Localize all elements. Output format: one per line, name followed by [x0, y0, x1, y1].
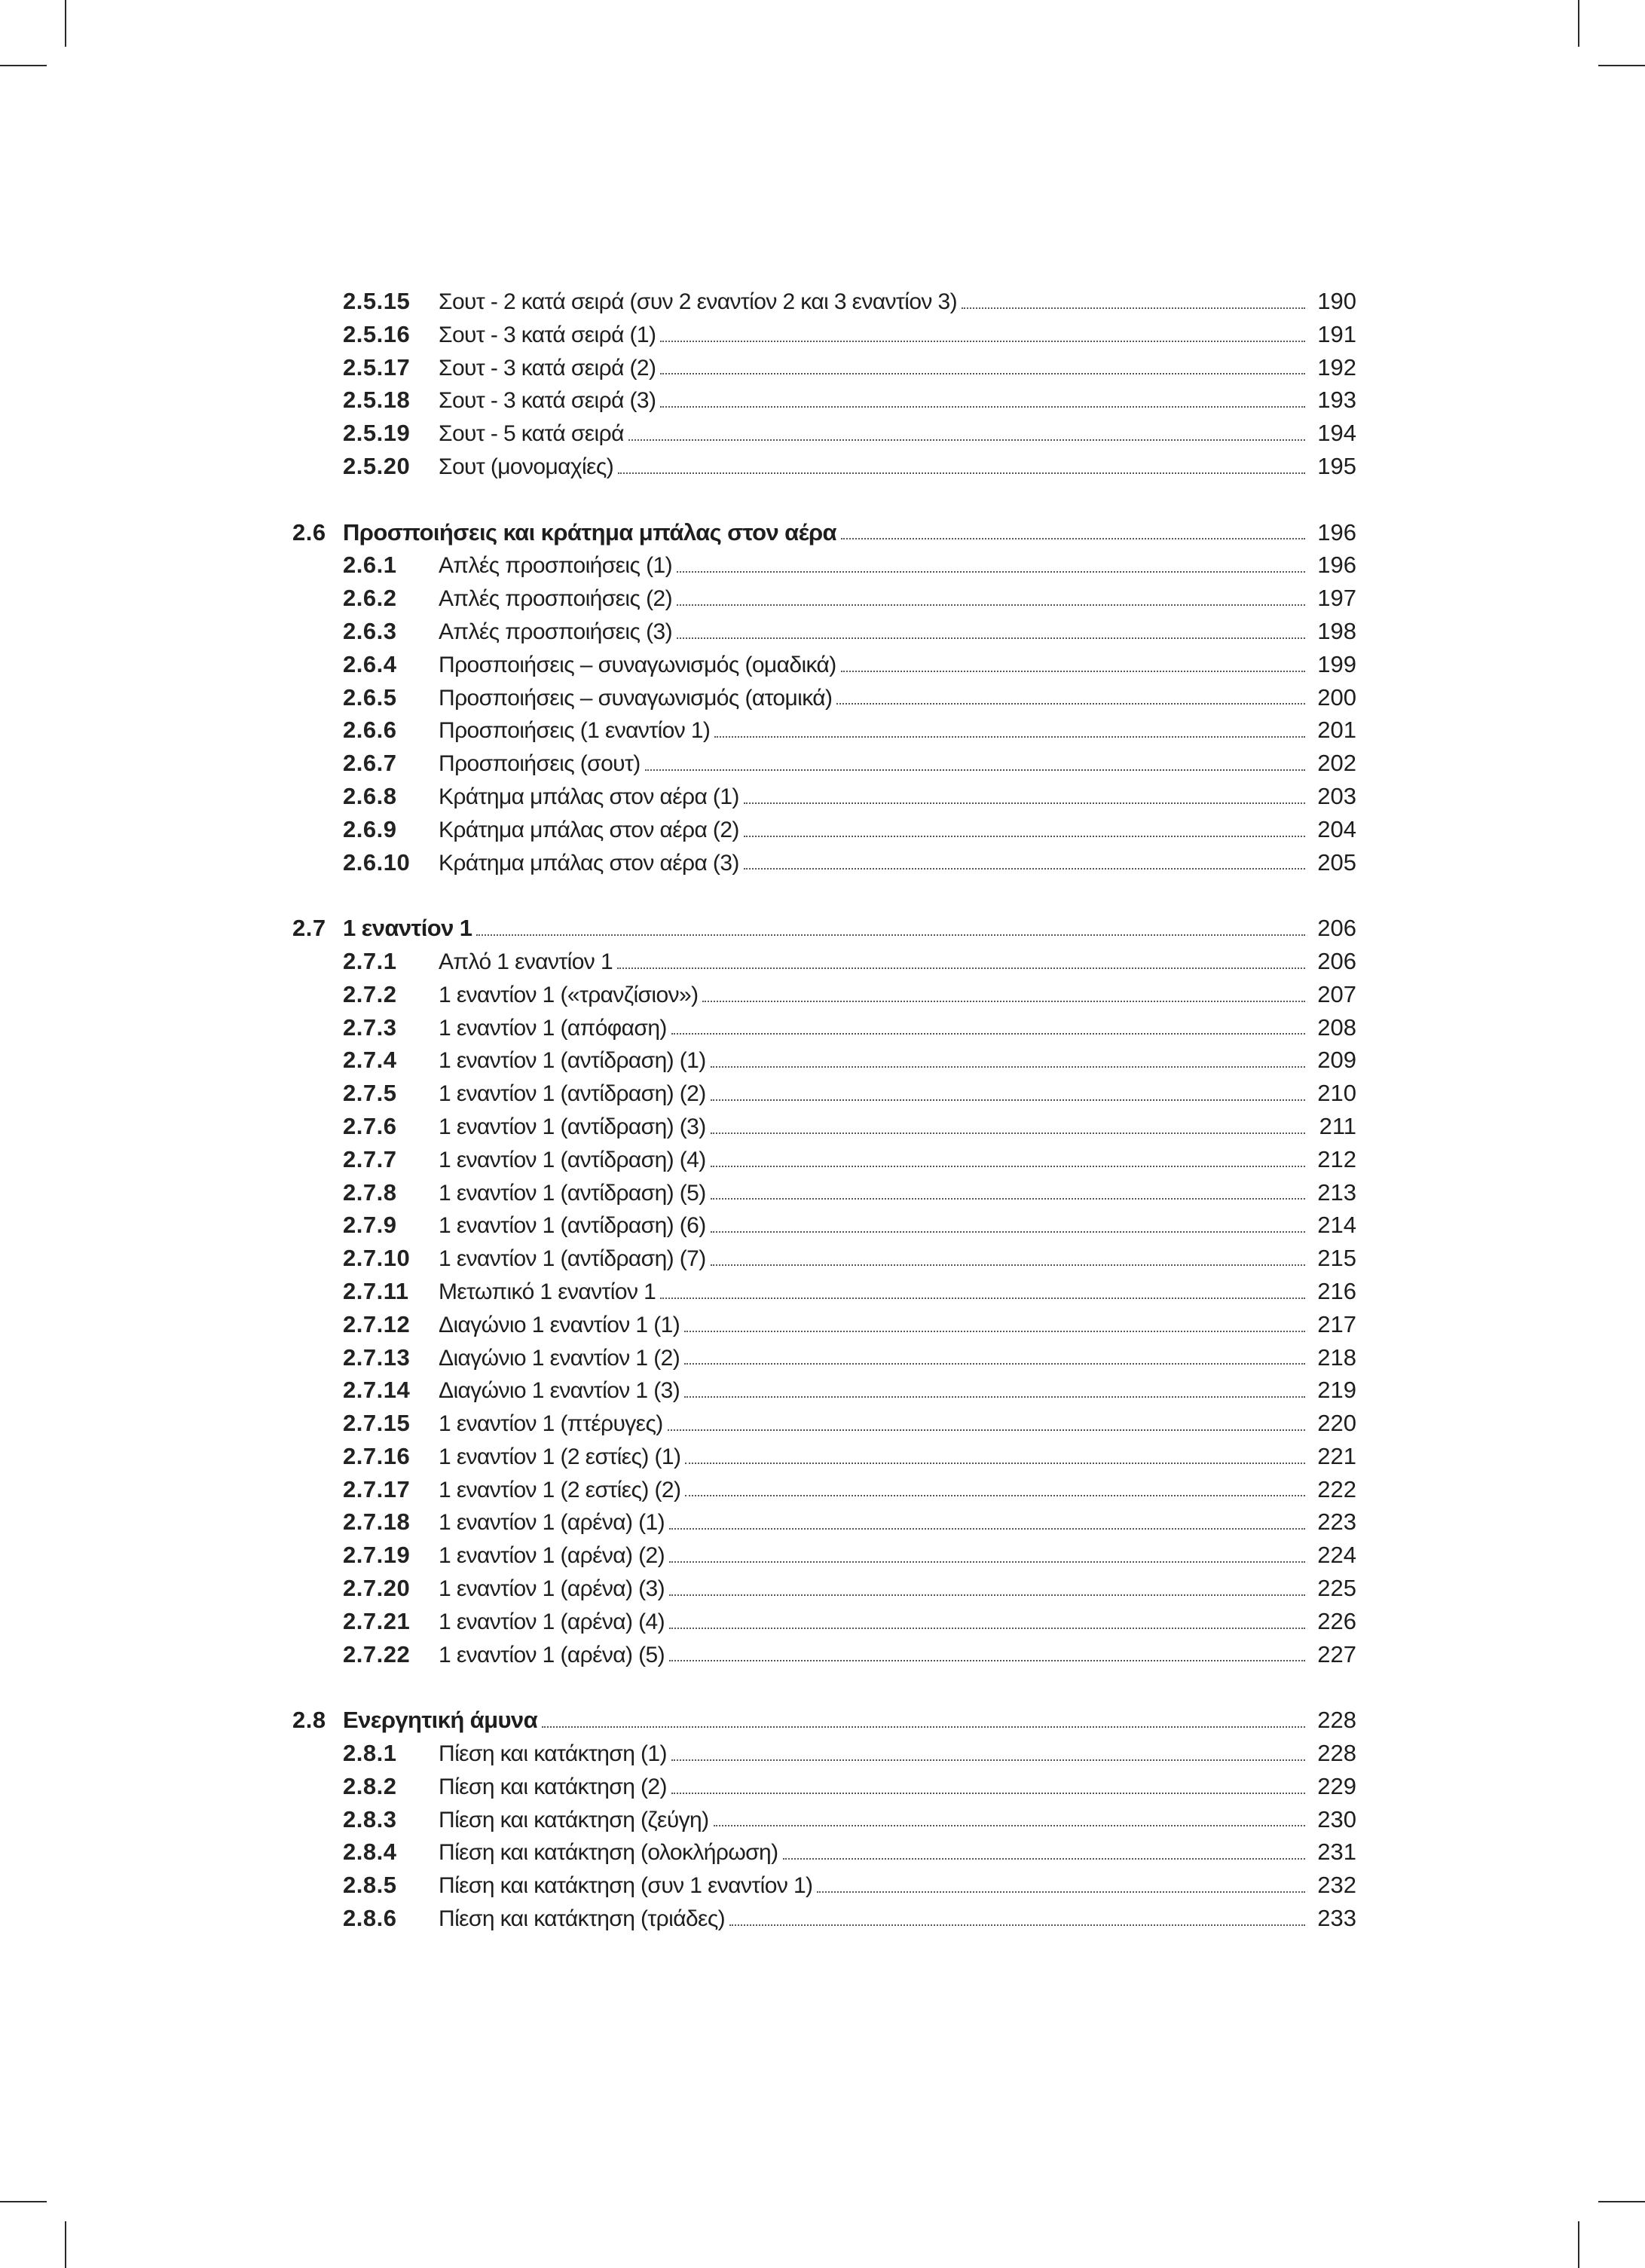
- toc-entry[interactable]: [292, 1572, 1356, 1605]
- table-of-contents: [292, 285, 1356, 1935]
- toc-entry[interactable]: [292, 978, 1356, 1011]
- toc-entry-number: 2.6: [292, 518, 326, 546]
- toc-entry[interactable]: [292, 1902, 1356, 1935]
- toc-entry-title: 1 εναντίον 1 (αντίδραση) (3): [439, 1114, 706, 1139]
- toc-entry-number: 2.5.17: [343, 353, 411, 381]
- toc-entry-page: 207: [1317, 980, 1356, 1007]
- dot-leader: [669, 1628, 1305, 1629]
- crop-mark-top-left-vertical: [65, 0, 66, 47]
- toc-entry-page: 216: [1317, 1277, 1356, 1304]
- toc-entry-page: 196: [1317, 552, 1356, 579]
- toc-entry[interactable]: [292, 1275, 1356, 1308]
- crop-mark-top-right-vertical: [1578, 0, 1579, 47]
- toc-entry-number: 2.6.10: [343, 848, 411, 876]
- toc-entry-page: 214: [1317, 1212, 1356, 1239]
- toc-entry-page: 218: [1317, 1343, 1356, 1371]
- dot-leader: [671, 1759, 1305, 1761]
- toc-entry-number: 2.7.15: [343, 1410, 411, 1437]
- dot-leader: [660, 341, 1305, 342]
- toc-entry[interactable]: [292, 1308, 1356, 1341]
- dot-leader: [476, 934, 1305, 936]
- dot-leader: [711, 1198, 1305, 1200]
- toc-entry-page: 199: [1317, 650, 1356, 677]
- dot-leader: [744, 802, 1305, 804]
- crop-mark-bottom-right-vertical: [1578, 2221, 1579, 2268]
- toc-entry[interactable]: [292, 1638, 1356, 1671]
- toc-section-heading[interactable]: [292, 516, 1356, 549]
- dot-leader: [677, 571, 1305, 573]
- dot-leader: [668, 1429, 1305, 1431]
- toc-entry[interactable]: [292, 780, 1356, 813]
- toc-section-heading[interactable]: [292, 912, 1356, 945]
- toc-entry[interactable]: [292, 1605, 1356, 1638]
- toc-entry-title: Σουτ - 3 κατά σειρά (3): [439, 388, 656, 414]
- toc-entry-page: 233: [1317, 1905, 1356, 1932]
- toc-entry[interactable]: [292, 549, 1356, 582]
- toc-entry[interactable]: [292, 1011, 1356, 1044]
- toc-entry-page: 222: [1317, 1475, 1356, 1502]
- toc-entry[interactable]: [292, 1869, 1356, 1902]
- dot-leader: [711, 1066, 1305, 1068]
- dot-leader: [836, 703, 1305, 705]
- dot-leader: [841, 671, 1305, 672]
- toc-entry-title: Απλές προσποιήσεις (1): [439, 553, 672, 579]
- crop-mark-top-right-horizontal: [1598, 65, 1645, 66]
- toc-entry-title: Προσποιήσεις – συναγωνισμός (ομαδικά): [439, 652, 836, 677]
- toc-entry[interactable]: [292, 615, 1356, 648]
- toc-entry-title: Σουτ - 5 κατά σειρά: [439, 421, 624, 447]
- toc-entry-number: 2.7.12: [343, 1310, 411, 1337]
- toc-entry-number: 2.7.5: [343, 1080, 397, 1107]
- toc-entry-title: 1 εναντίον 1 («τρανζίσιον»): [439, 982, 699, 1007]
- toc-entry[interactable]: [292, 450, 1356, 483]
- toc-entry-number: 2.7.14: [343, 1377, 411, 1404]
- dot-leader: [714, 736, 1305, 738]
- toc-entry-number: 2.7.20: [343, 1575, 411, 1602]
- dot-leader: [669, 1660, 1305, 1661]
- toc-entry-page: 224: [1317, 1542, 1356, 1569]
- toc-entry-title: Προσποιήσεις – συναγωνισμός (ατομικά): [439, 685, 833, 711]
- toc-entry-number: 2.6.1: [343, 552, 397, 579]
- dot-leader: [841, 538, 1305, 539]
- dot-leader: [542, 1726, 1305, 1728]
- toc-entry[interactable]: [292, 1473, 1356, 1506]
- toc-entry-title: Πίεση και κατάκτηση (ολοκλήρωση): [439, 1840, 778, 1866]
- toc-entry-page: 213: [1317, 1178, 1356, 1206]
- toc-entry[interactable]: [292, 1044, 1356, 1077]
- toc-entry-page: 223: [1317, 1508, 1356, 1536]
- toc-entry-page: 196: [1317, 518, 1356, 546]
- toc-entry-page: 195: [1317, 452, 1356, 479]
- toc-entry-page: 228: [1317, 1707, 1356, 1734]
- toc-entry-title: Κράτημα μπάλας στον αέρα (3): [439, 850, 739, 876]
- crop-mark-bottom-right-horizontal: [1598, 2201, 1645, 2202]
- toc-entry-page: 209: [1317, 1047, 1356, 1074]
- dot-leader: [685, 1495, 1305, 1496]
- toc-entry-number: 2.8.3: [343, 1805, 397, 1832]
- dot-leader: [702, 1001, 1305, 1002]
- dot-leader: [660, 1298, 1305, 1299]
- toc-entry[interactable]: [292, 1209, 1356, 1242]
- toc-entry-page: 201: [1317, 717, 1356, 744]
- dot-leader: [711, 1231, 1305, 1233]
- toc-entry-title: Απλές προσποιήσεις (3): [439, 619, 672, 644]
- toc-entry-page: 205: [1317, 848, 1356, 876]
- dot-leader: [711, 1132, 1305, 1134]
- toc-entry-page: 226: [1317, 1607, 1356, 1634]
- toc-entry-title: Απλό 1 εναντίον 1: [439, 949, 613, 974]
- dot-leader: [628, 439, 1305, 441]
- toc-entry-page: 210: [1317, 1080, 1356, 1107]
- toc-entry-title: Προσποιήσεις και κράτημα μπάλας στον αέρα: [343, 518, 836, 546]
- dot-leader: [714, 1825, 1305, 1826]
- toc-entry-title: Πίεση και κατάκτηση (2): [439, 1774, 667, 1799]
- toc-entry[interactable]: [292, 945, 1356, 978]
- toc-entry-title: 1 εναντίον 1 (αρένα) (1): [439, 1510, 665, 1536]
- toc-entry-number: 2.7.3: [343, 1013, 397, 1041]
- toc-entry-page: 192: [1317, 353, 1356, 381]
- toc-entry-number: 2.6.3: [343, 617, 397, 644]
- dot-leader: [962, 307, 1305, 309]
- dot-leader: [671, 1033, 1305, 1035]
- toc-entry-number: 2.8.6: [343, 1905, 397, 1932]
- toc-entry[interactable]: [292, 582, 1356, 615]
- dot-leader: [744, 868, 1305, 870]
- toc-entry-title: Ενεργητική άμυνα: [343, 1707, 538, 1734]
- toc-entry-number: 2.8.4: [343, 1839, 397, 1866]
- toc-entry[interactable]: [292, 1505, 1356, 1539]
- toc-entry-title: Προσποιήσεις (1 εναντίον 1): [439, 718, 711, 744]
- dot-leader: [671, 1793, 1305, 1794]
- toc-entry-number: 2.5.19: [343, 420, 411, 447]
- crop-mark-bottom-left-horizontal: [0, 2201, 47, 2202]
- toc-entry-title: 1 εναντίον 1 (αντίδραση) (2): [439, 1081, 706, 1107]
- toc-entry-page: 211: [1319, 1112, 1356, 1139]
- toc-entry-page: 198: [1317, 617, 1356, 644]
- toc-entry-page: 220: [1317, 1410, 1356, 1437]
- toc-entry-number: 2.7: [292, 915, 326, 942]
- toc-entry-page: 206: [1317, 947, 1356, 974]
- dot-leader: [744, 836, 1305, 837]
- toc-entry[interactable]: [292, 318, 1356, 351]
- toc-entry-title: Διαγώνιο 1 εναντίον 1 (3): [439, 1378, 680, 1404]
- dot-leader: [711, 1264, 1305, 1266]
- toc-entry-title: Πίεση και κατάκτηση (ζεύγη): [439, 1807, 709, 1832]
- toc-entry-title: 1 εναντίον 1 (αρένα) (3): [439, 1576, 665, 1602]
- toc-entry-title: Σουτ - 2 κατά σειρά (συν 2 εναντίον 2 και 3 εναντίον 3): [439, 289, 958, 314]
- toc-entry-page: 204: [1317, 815, 1356, 842]
- dot-leader: [660, 373, 1305, 374]
- toc-entry-number: 2.5.20: [343, 452, 411, 479]
- toc-entry-title: Διαγώνιο 1 εναντίον 1 (1): [439, 1312, 680, 1337]
- toc-entry[interactable]: [292, 747, 1356, 780]
- toc-entry-title: 1 εναντίον 1: [343, 915, 472, 942]
- dot-leader: [729, 1924, 1305, 1926]
- toc-entry-page: 212: [1317, 1145, 1356, 1172]
- toc-entry-page: 221: [1317, 1442, 1356, 1469]
- toc-entry-title: Κράτημα μπάλας στον αέρα (2): [439, 817, 739, 842]
- toc-entry[interactable]: [292, 1242, 1356, 1275]
- toc-entry-number: 2.6.7: [343, 750, 397, 777]
- toc-entry-page: 219: [1317, 1377, 1356, 1404]
- toc-entry-number: 2.6.5: [343, 683, 397, 711]
- toc-entry-number: 2.8.5: [343, 1872, 397, 1899]
- toc-entry-page: 197: [1317, 585, 1356, 612]
- toc-entry-page: 191: [1317, 320, 1356, 347]
- dot-leader: [711, 1166, 1305, 1167]
- toc-entry-title: 1 εναντίον 1 (2 εστίες) (1): [439, 1444, 681, 1469]
- dot-leader: [617, 967, 1305, 969]
- toc-entry-page: 232: [1317, 1872, 1356, 1899]
- toc-entry-page: 203: [1317, 782, 1356, 809]
- toc-entry-number: 2.7.6: [343, 1112, 397, 1139]
- toc-entry-page: 206: [1317, 915, 1356, 942]
- dot-leader: [677, 604, 1305, 606]
- toc-entry-title: Πίεση και κατάκτηση (συν 1 εναντίον 1): [439, 1873, 813, 1899]
- toc-entry-number: 2.7.19: [343, 1542, 411, 1569]
- dot-leader: [684, 1363, 1305, 1365]
- toc-entry[interactable]: [292, 714, 1356, 747]
- toc-entry-title: Πίεση και κατάκτηση (1): [439, 1741, 667, 1767]
- toc-entry[interactable]: [292, 1077, 1356, 1110]
- toc-entry[interactable]: [292, 1341, 1356, 1374]
- toc-entry-title: Διαγώνιο 1 εναντίον 1 (2): [439, 1345, 680, 1371]
- toc-entry[interactable]: [292, 351, 1356, 384]
- dot-leader: [660, 406, 1305, 408]
- toc-entry-number: 2.7.7: [343, 1145, 397, 1172]
- dot-leader: [669, 1594, 1305, 1596]
- toc-entry-title: Σουτ - 3 κατά σειρά (1): [439, 322, 656, 347]
- toc-entry-page: 217: [1317, 1310, 1356, 1337]
- toc-section-heading[interactable]: [292, 1704, 1356, 1737]
- toc-entry-number: 2.7.9: [343, 1212, 397, 1239]
- toc-entry-number: 2.7.17: [343, 1475, 411, 1502]
- toc-entry-number: 2.7.10: [343, 1245, 411, 1272]
- toc-entry-number: 2.6.8: [343, 782, 397, 809]
- toc-entry[interactable]: [292, 1835, 1356, 1869]
- toc-entry-page: 193: [1317, 387, 1356, 414]
- toc-entry-number: 2.7.8: [343, 1178, 397, 1206]
- dot-leader: [711, 1099, 1305, 1101]
- toc-entry-number: 2.5.15: [343, 288, 411, 314]
- toc-entry-title: 1 εναντίον 1 (αρένα) (2): [439, 1543, 665, 1569]
- toc-entry-number: 2.7.13: [343, 1343, 411, 1371]
- dot-leader: [684, 1331, 1305, 1332]
- toc-entry-number: 2.7.16: [343, 1442, 411, 1469]
- toc-entry-page: 229: [1317, 1772, 1356, 1799]
- toc-entry-number: 2.8.1: [343, 1740, 397, 1767]
- toc-entry[interactable]: [292, 1539, 1356, 1572]
- toc-entry-number: 2.7.1: [343, 947, 397, 974]
- toc-entry-number: 2.7.2: [343, 980, 397, 1007]
- toc-entry-number: 2.7.11: [343, 1277, 409, 1304]
- toc-entry[interactable]: [292, 285, 1356, 318]
- toc-entry[interactable]: [292, 417, 1356, 450]
- toc-entry[interactable]: [292, 846, 1356, 879]
- toc-entry-title: 1 εναντίον 1 (αρένα) (5): [439, 1642, 665, 1667]
- crop-mark-bottom-left-vertical: [65, 2221, 66, 2268]
- toc-entry-number: 2.8: [292, 1707, 326, 1734]
- toc-entry-page: 215: [1317, 1245, 1356, 1272]
- toc-entry-page: 208: [1317, 1013, 1356, 1041]
- dot-leader: [685, 1463, 1305, 1464]
- toc-entry-page: 202: [1317, 750, 1356, 777]
- toc-entry[interactable]: [292, 1770, 1356, 1803]
- toc-entry[interactable]: [292, 648, 1356, 681]
- dot-leader: [684, 1396, 1305, 1398]
- dot-leader: [669, 1528, 1305, 1530]
- toc-entry[interactable]: [292, 384, 1356, 417]
- toc-entry-title: 1 εναντίον 1 (αντίδραση) (4): [439, 1147, 706, 1172]
- toc-entry-number: 2.6.6: [343, 717, 397, 744]
- toc-entry-title: 1 εναντίον 1 (πτέρυγες): [439, 1411, 663, 1437]
- toc-entry-number: 2.6.9: [343, 815, 397, 842]
- toc-entry-title: 1 εναντίον 1 (αρένα) (4): [439, 1609, 665, 1634]
- toc-entry-page: 231: [1317, 1839, 1356, 1866]
- toc-entry[interactable]: [292, 1176, 1356, 1209]
- toc-entry-page: 190: [1317, 288, 1356, 314]
- toc-entry-number: 2.5.18: [343, 387, 411, 414]
- toc-entry-number: 2.6.4: [343, 650, 397, 677]
- toc-entry[interactable]: [292, 1110, 1356, 1143]
- toc-entry[interactable]: [292, 1803, 1356, 1836]
- toc-entry-number: 2.8.2: [343, 1772, 397, 1799]
- toc-entry-page: 200: [1317, 683, 1356, 711]
- toc-entry[interactable]: [292, 1374, 1356, 1407]
- toc-entry-title: 1 εναντίον 1 (αντίδραση) (1): [439, 1048, 706, 1074]
- dot-leader: [645, 769, 1305, 771]
- toc-entry-page: 228: [1317, 1740, 1356, 1767]
- toc-entry-title: 1 εναντίον 1 (απόφαση): [439, 1015, 667, 1041]
- toc-entry[interactable]: [292, 681, 1356, 714]
- toc-entry-title: 1 εναντίον 1 (αντίδραση) (7): [439, 1246, 706, 1272]
- toc-entry-title: Κράτημα μπάλας στον αέρα (1): [439, 784, 739, 809]
- toc-entry-page: 194: [1317, 420, 1356, 447]
- crop-mark-top-left-horizontal: [0, 65, 47, 66]
- toc-entry[interactable]: [292, 1737, 1356, 1770]
- toc-entry[interactable]: [292, 1143, 1356, 1176]
- toc-entry[interactable]: [292, 813, 1356, 846]
- toc-entry-title: 1 εναντίον 1 (2 εστίες) (2): [439, 1477, 681, 1502]
- toc-entry-page: 227: [1317, 1640, 1356, 1667]
- toc-entry-title: 1 εναντίον 1 (αντίδραση) (5): [439, 1180, 706, 1206]
- dot-leader: [669, 1561, 1305, 1563]
- toc-entry-page: 230: [1317, 1805, 1356, 1832]
- toc-entry-number: 2.7.4: [343, 1047, 397, 1074]
- toc-entry-number: 2.7.21: [343, 1607, 411, 1634]
- toc-entry-title: 1 εναντίον 1 (αντίδραση) (6): [439, 1213, 706, 1239]
- toc-entry-number: 2.7.22: [343, 1640, 411, 1667]
- toc-entry-title: Μετωπικό 1 εναντίον 1: [439, 1279, 656, 1304]
- toc-entry-number: 2.7.18: [343, 1508, 411, 1536]
- toc-entry[interactable]: [292, 1407, 1356, 1440]
- dot-leader: [817, 1891, 1305, 1893]
- toc-entry-title: Προσποιήσεις (σουτ): [439, 751, 641, 777]
- dot-leader: [783, 1858, 1305, 1860]
- toc-entry-title: Σουτ (μονομαχίες): [439, 454, 614, 479]
- toc-entry-number: 2.5.16: [343, 320, 411, 347]
- toc-entry[interactable]: [292, 1440, 1356, 1473]
- toc-entry-page: 225: [1317, 1575, 1356, 1602]
- dot-leader: [618, 472, 1305, 474]
- toc-entry-number: 2.6.2: [343, 585, 397, 612]
- toc-entry-title: Απλές προσποιήσεις (2): [439, 586, 672, 612]
- toc-entry-title: Σουτ - 3 κατά σειρά (2): [439, 355, 656, 381]
- toc-entry-title: Πίεση και κατάκτηση (τριάδες): [439, 1906, 726, 1932]
- dot-leader: [677, 637, 1305, 639]
